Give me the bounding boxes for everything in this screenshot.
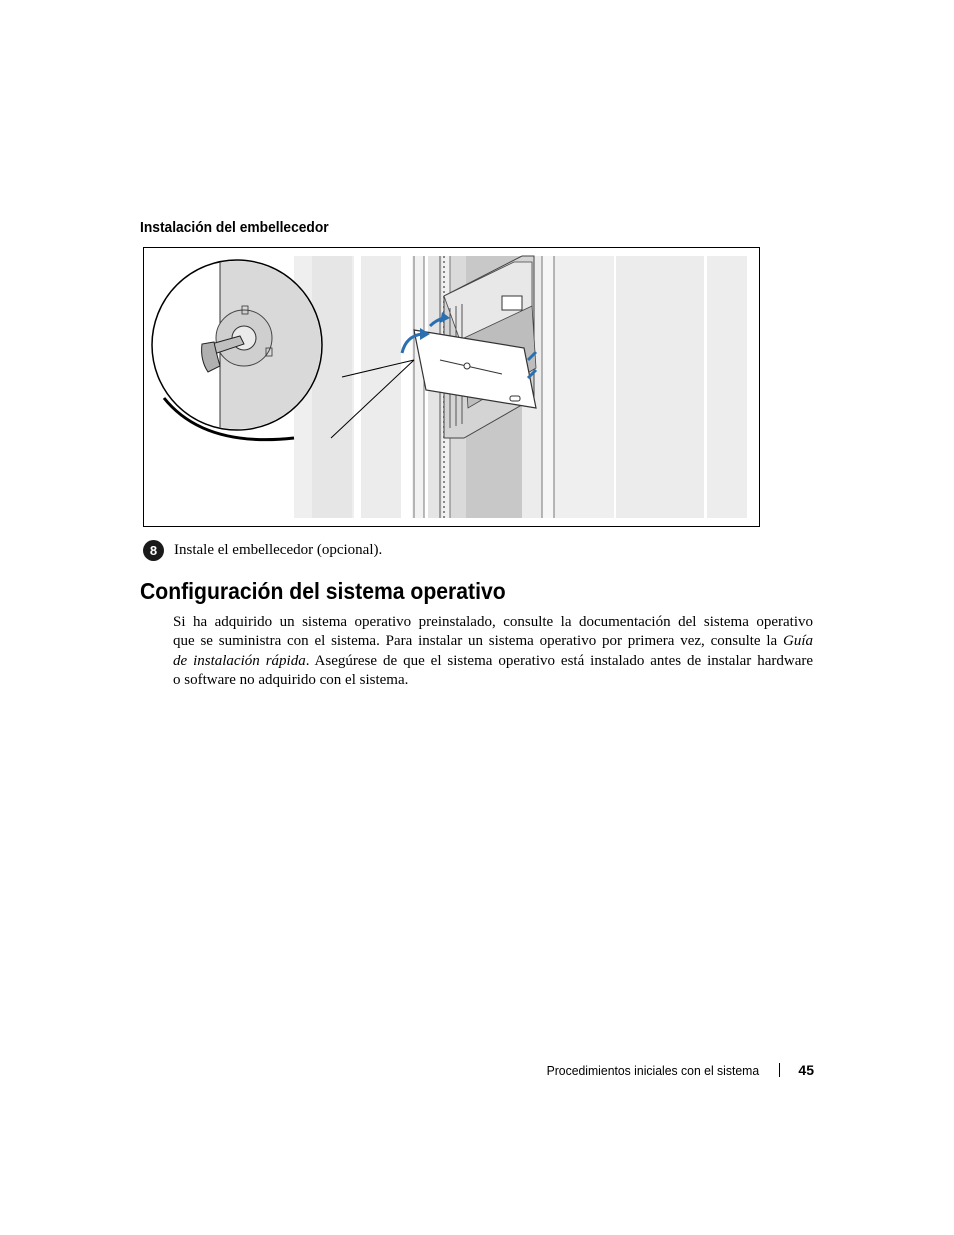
step-number-badge: 8 xyxy=(143,540,164,561)
footer-separator xyxy=(779,1063,780,1077)
step-text: Instale el embellecedor (opcional). xyxy=(174,541,383,558)
page-number: 45 xyxy=(798,1062,814,1078)
paragraph-line-3 xyxy=(173,652,813,671)
paragraph-line-1: Si ha adquirido un sistema operativo preinstalado, consulte la documentación del sistema operativo xyxy=(173,614,813,630)
step-8 xyxy=(143,539,382,561)
bezel-installation-illustration xyxy=(144,248,759,526)
bezel-installation-figure xyxy=(143,247,760,527)
paragraph-line-2 xyxy=(173,632,813,651)
paragraph-line-2-text: que se suministra con el sistema. Para instalar un sistema operativo por primera vez, consulte la xyxy=(173,633,783,650)
section-heading: Configuración del sistema operativo xyxy=(140,578,506,604)
guide-title-italic-2: de instalación rápida xyxy=(173,652,306,669)
paragraph-line-4: o software no adquirido con el sistema. xyxy=(173,671,409,688)
paragraph-line-3-text: . Asegúrese de que el sistema operativo está instalado antes de instalar hardware xyxy=(305,652,814,669)
figure-heading: Instalación del embellecedor xyxy=(140,219,329,236)
section-paragraph xyxy=(173,613,813,690)
guide-title-italic-1: Guía xyxy=(783,633,813,650)
footer-title: Procedimientos iniciales con el sistema xyxy=(546,1062,760,1078)
page-footer xyxy=(533,1060,814,1080)
